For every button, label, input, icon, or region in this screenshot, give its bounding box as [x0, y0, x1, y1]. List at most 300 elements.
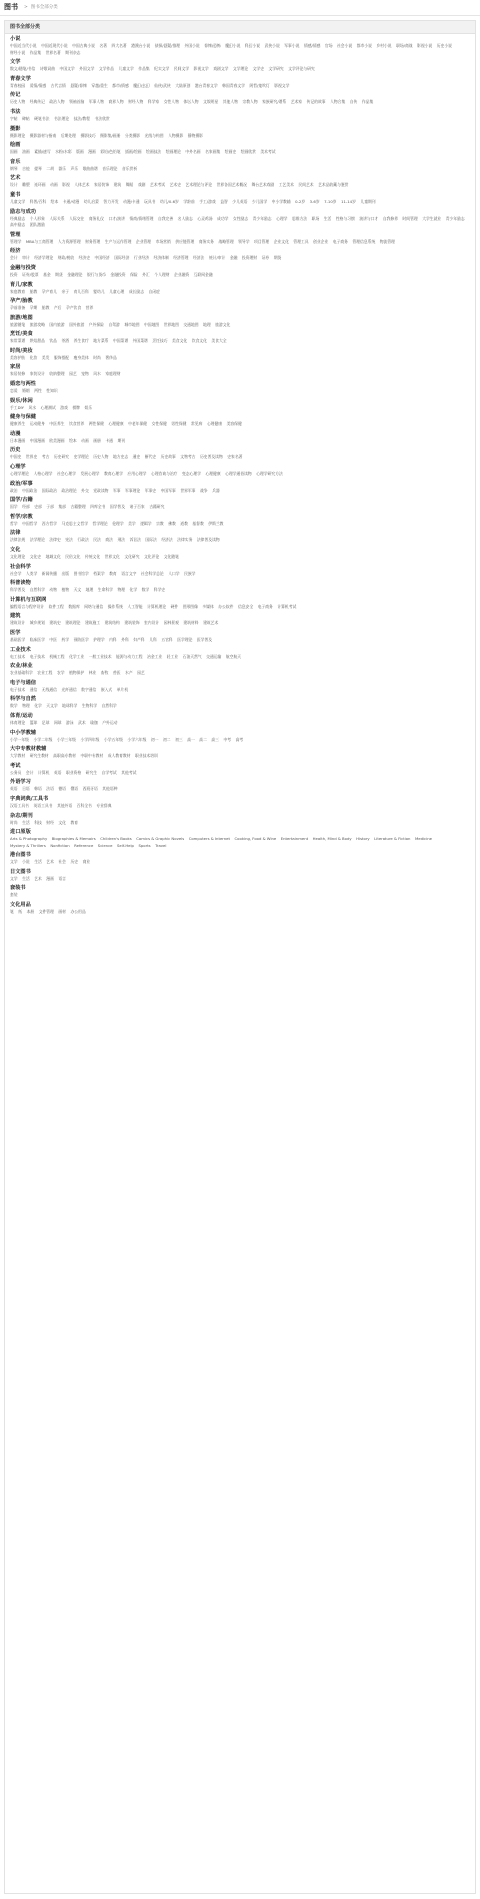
- subcategory-link[interactable]: 初二: [163, 736, 171, 742]
- subcategory-link[interactable]: 武术: [78, 719, 86, 725]
- subcategory-link[interactable]: 艺术史: [169, 182, 181, 188]
- subcategory-link[interactable]: 穿越/重生: [91, 82, 108, 88]
- subcategory-link[interactable]: 会计: [25, 769, 34, 775]
- subcategory-link[interactable]: 互联网金融: [193, 271, 213, 277]
- subcategory-link[interactable]: 文学史: [252, 66, 264, 72]
- category-title[interactable]: 建筑: [10, 613, 21, 620]
- subcategory-link[interactable]: 光线与构图: [144, 132, 164, 138]
- subcategory-link[interactable]: 小学六年级: [127, 736, 147, 742]
- subcategory-link[interactable]: 两性保健: [88, 421, 104, 427]
- subcategory-link[interactable]: 提琴: [34, 165, 42, 171]
- subcategory-link[interactable]: Science: [97, 842, 113, 848]
- subcategory-link[interactable]: 财经人物: [128, 99, 144, 105]
- subcategory-link[interactable]: 法律实务: [177, 537, 193, 543]
- subcategory-link[interactable]: 养生食疗: [73, 338, 89, 344]
- subcategory-link[interactable]: 软件工程: [48, 603, 64, 609]
- subcategory-link[interactable]: 企业融资: [173, 271, 190, 277]
- subcategory-link[interactable]: 人际交往: [69, 215, 85, 221]
- subcategory-link[interactable]: 职场: [311, 215, 320, 221]
- subcategory-link[interactable]: 世界史: [25, 454, 38, 460]
- subcategory-link[interactable]: 文化研究: [124, 554, 140, 559]
- subcategory-link[interactable]: 初三: [175, 736, 183, 742]
- subcategory-link[interactable]: 音乐赏析: [121, 165, 138, 171]
- subcategory-link[interactable]: 动漫/卡通: [123, 198, 140, 204]
- subcategory-link[interactable]: 金融: [229, 255, 238, 261]
- category-title[interactable]: 金融与投资: [10, 264, 36, 271]
- subcategory-link[interactable]: 保险: [130, 271, 138, 277]
- subcategory-link[interactable]: 文化随笔: [163, 554, 179, 559]
- subcategory-link[interactable]: 二胡: [46, 165, 54, 171]
- subcategory-link[interactable]: 手工/游戏: [199, 198, 216, 204]
- category-title[interactable]: 政治/军事: [10, 480, 33, 487]
- subcategory-link[interactable]: 社会心理学: [56, 471, 76, 477]
- subcategory-link[interactable]: 智力开发: [103, 198, 119, 204]
- subcategory-link[interactable]: 官场: [324, 43, 333, 48]
- subcategory-link[interactable]: 历史人物: [93, 454, 109, 460]
- subcategory-link[interactable]: 家庭教育: [10, 288, 26, 294]
- subcategory-link[interactable]: 歌曲曲谱: [82, 165, 98, 171]
- subcategory-link[interactable]: 体坛人物: [183, 99, 199, 105]
- subcategory-link[interactable]: 宠物: [81, 371, 89, 377]
- subcategory-link[interactable]: Cooking, Food & Wine: [234, 836, 277, 842]
- subcategory-link[interactable]: 经济史: [78, 255, 91, 261]
- subcategory-link[interactable]: 世界军事: [180, 487, 196, 493]
- category-title[interactable]: 婚恋与两性: [10, 381, 36, 388]
- subcategory-link[interactable]: 经济学理论: [34, 255, 54, 261]
- subcategory-link[interactable]: 心理咨询与治疗: [150, 471, 178, 477]
- subcategory-link[interactable]: 供应链管理: [175, 238, 195, 244]
- category-title[interactable]: 文化: [10, 547, 21, 553]
- subcategory-link[interactable]: 战争: [199, 487, 208, 493]
- subcategory-link[interactable]: 文学评论与研究: [288, 66, 315, 72]
- subcategory-link[interactable]: 植物: [61, 587, 70, 593]
- subcategory-link[interactable]: 四库全书: [90, 504, 106, 510]
- subcategory-link[interactable]: 化妆: [29, 354, 38, 360]
- subcategory-link[interactable]: 大陆原创: [175, 82, 191, 88]
- subcategory-link[interactable]: 世界名著: [45, 49, 61, 55]
- subcategory-link[interactable]: 健康养生: [10, 421, 26, 427]
- subcategory-link[interactable]: 图书馆学: [73, 570, 89, 576]
- subcategory-link[interactable]: 军事史: [144, 487, 157, 493]
- subcategory-link[interactable]: 心灵鸡汤: [197, 215, 213, 221]
- subcategory-link[interactable]: 通信: [29, 686, 38, 692]
- subcategory-link[interactable]: 魔幻/玄幻: [133, 82, 150, 88]
- subcategory-link[interactable]: 阿哲/鬼吹灯: [249, 82, 270, 88]
- subcategory-link[interactable]: 卡通: [105, 437, 113, 443]
- subcategory-link[interactable]: 心理健康: [206, 421, 223, 427]
- subcategory-link[interactable]: 旅游文化: [215, 321, 231, 327]
- subcategory-link[interactable]: History: [356, 836, 370, 842]
- subcategory-link[interactable]: 法语: [46, 786, 54, 792]
- subcategory-link[interactable]: 日本漫画: [10, 437, 26, 443]
- subcategory-link[interactable]: 家常菜谱: [10, 338, 26, 344]
- subcategory-link[interactable]: 营养: [85, 305, 94, 311]
- subcategory-link[interactable]: 地域文化: [45, 554, 61, 559]
- subcategory-link[interactable]: 素描/速写: [34, 149, 51, 155]
- subcategory-link[interactable]: 伦理学: [112, 520, 124, 526]
- subcategory-link[interactable]: 信息安全: [237, 603, 254, 609]
- subcategory-link[interactable]: 集部: [58, 504, 66, 510]
- subcategory-link[interactable]: 无线通信: [41, 686, 57, 692]
- subcategory-link[interactable]: 光纤通信: [61, 686, 77, 692]
- category-title[interactable]: 杂志/期刊: [10, 812, 33, 819]
- subcategory-link[interactable]: 轻工业: [166, 653, 179, 659]
- subcategory-link[interactable]: 计算机: [37, 769, 50, 775]
- subcategory-link[interactable]: 诗歌词曲: [39, 66, 56, 72]
- subcategory-link[interactable]: 侦探/悬疑/推理: [154, 43, 181, 48]
- subcategory-link[interactable]: 成功学: [217, 215, 229, 221]
- subcategory-link[interactable]: 经济法: [192, 255, 205, 261]
- subcategory-link[interactable]: 家居装修: [10, 371, 26, 377]
- subcategory-link[interactable]: 瑜伽: [90, 719, 98, 725]
- subcategory-link[interactable]: 基金: [43, 271, 51, 277]
- subcategory-link[interactable]: 俄语: [70, 786, 79, 792]
- subcategory-link[interactable]: 高二: [199, 736, 207, 742]
- subcategory-link[interactable]: 油画: [22, 149, 30, 155]
- subcategory-link[interactable]: 编程语言与程序设计: [10, 603, 45, 609]
- subcategory-link[interactable]: 发展心理学: [80, 471, 100, 477]
- subcategory-link[interactable]: 德语: [58, 786, 66, 792]
- subcategory-link[interactable]: 中国地图: [144, 321, 160, 327]
- subcategory-link[interactable]: 投资理财: [241, 255, 258, 261]
- category-title[interactable]: 国学/古籍: [10, 497, 33, 504]
- category-title[interactable]: 励志与成功: [10, 208, 36, 215]
- subcategory-link[interactable]: 财经: [46, 819, 54, 825]
- subcategory-link[interactable]: 美食大全: [211, 338, 227, 344]
- subcategory-link[interactable]: 人口学: [168, 570, 180, 576]
- subcategory-link[interactable]: 摄影器材与指南: [29, 132, 57, 138]
- subcategory-link[interactable]: 国际经济: [114, 255, 130, 261]
- subcategory-link[interactable]: 港澳台小说: [131, 43, 151, 48]
- subcategory-link[interactable]: 研究生: [85, 769, 98, 775]
- subcategory-link[interactable]: Arts & Photography: [10, 836, 48, 842]
- subcategory-link[interactable]: 自然科学: [101, 703, 117, 709]
- subcategory-link[interactable]: 办公用品: [70, 909, 86, 915]
- subcategory-link[interactable]: 常见病: [190, 421, 203, 427]
- subcategory-link[interactable]: 7-10岁: [324, 198, 337, 204]
- subcategory-link[interactable]: 心理学通俗读物: [225, 471, 252, 477]
- subcategory-link[interactable]: 科普/百科: [29, 198, 47, 204]
- subcategory-link[interactable]: 战略管理: [218, 238, 234, 244]
- subcategory-link[interactable]: 人力资源管理: [57, 238, 81, 244]
- subcategory-link[interactable]: 自闭症: [148, 288, 160, 294]
- subcategory-link[interactable]: 文件管理: [38, 909, 54, 915]
- subcategory-link[interactable]: 军事小说: [284, 43, 300, 48]
- subcategory-link[interactable]: 港台青春文学: [194, 82, 218, 88]
- subcategory-link[interactable]: Self-Help: [117, 842, 134, 848]
- subcategory-link[interactable]: 外交: [81, 487, 89, 493]
- subcategory-link[interactable]: 个人理财: [154, 271, 170, 277]
- subcategory-link[interactable]: 器乐: [58, 165, 66, 171]
- subcategory-link[interactable]: 刑法: [117, 537, 126, 543]
- subcategory-link[interactable]: 民间艺术: [298, 182, 314, 188]
- subcategory-link[interactable]: 学龄前: [183, 198, 195, 204]
- subcategory-link[interactable]: 设计: [10, 182, 18, 188]
- subcategory-link[interactable]: 动画: [81, 437, 89, 443]
- subcategory-link[interactable]: 心理学: [276, 215, 288, 221]
- subcategory-link[interactable]: 娱乐: [84, 404, 93, 410]
- subcategory-link[interactable]: 四大名著: [111, 43, 127, 48]
- subcategory-link[interactable]: 历史小说: [436, 43, 452, 48]
- subcategory-link[interactable]: 期货: [273, 255, 282, 261]
- subcategory-link[interactable]: 都市小说: [356, 43, 372, 48]
- subcategory-link[interactable]: Sports: [138, 842, 151, 848]
- subcategory-link[interactable]: 世界地图: [163, 321, 179, 327]
- subcategory-link[interactable]: 中国经济: [94, 255, 110, 261]
- subcategory-link[interactable]: 水产: [125, 670, 133, 676]
- category-title[interactable]: 工业技术: [10, 646, 31, 653]
- category-title[interactable]: 绘画: [10, 142, 21, 149]
- subcategory-link[interactable]: 商务实务: [198, 238, 214, 244]
- subcategory-link[interactable]: 会计: [10, 255, 18, 261]
- subcategory-link[interactable]: 家族研究/谱系: [262, 99, 287, 105]
- subcategory-link[interactable]: 档案学: [93, 570, 105, 576]
- subcategory-link[interactable]: 伊斯兰教: [208, 520, 224, 526]
- subcategory-link[interactable]: 科学普及: [10, 587, 26, 593]
- subcategory-link[interactable]: Biographies & Memoirs: [51, 836, 96, 842]
- subcategory-link[interactable]: 儿童期刊: [360, 198, 376, 204]
- subcategory-link[interactable]: 中国军事: [160, 487, 176, 493]
- subcategory-link[interactable]: 宗教人物: [242, 99, 258, 105]
- subcategory-link[interactable]: 人类学: [25, 570, 38, 576]
- subcategory-link[interactable]: 企业文化: [273, 238, 289, 244]
- subcategory-link[interactable]: 投资: [10, 271, 18, 277]
- subcategory-link[interactable]: 企业管理: [135, 238, 152, 244]
- subcategory-link[interactable]: 旅游随笔: [10, 321, 26, 327]
- category-title[interactable]: 童书: [10, 191, 21, 198]
- subcategory-link[interactable]: 人格心理学: [33, 471, 53, 477]
- subcategory-link[interactable]: 民族学: [184, 570, 196, 576]
- category-title[interactable]: 医学: [10, 629, 21, 636]
- subcategory-link[interactable]: 科学家: [147, 99, 160, 105]
- subcategory-link[interactable]: 情感/情感: [303, 43, 321, 48]
- subcategory-link[interactable]: 电子技术: [29, 653, 45, 659]
- subcategory-link[interactable]: 技法/教程: [73, 115, 91, 121]
- subcategory-link[interactable]: 数字通信: [81, 686, 97, 692]
- subcategory-link[interactable]: 化学工业: [69, 653, 85, 659]
- subcategory-link[interactable]: 高职高专教材: [53, 753, 76, 759]
- subcategory-link[interactable]: 建筑设计: [10, 620, 26, 626]
- subcategory-link[interactable]: 散文/随笔/书信: [10, 66, 36, 72]
- subcategory-link[interactable]: 行业经济: [133, 255, 150, 261]
- subcategory-link[interactable]: 经济体制: [153, 255, 169, 261]
- subcategory-link[interactable]: 名著: [99, 43, 108, 48]
- subcategory-link[interactable]: 玩具书: [144, 198, 156, 204]
- subcategory-link[interactable]: 儿童心理: [109, 288, 125, 294]
- subcategory-link[interactable]: 名人励志: [177, 215, 193, 221]
- subcategory-link[interactable]: 审计: [22, 255, 30, 261]
- subcategory-link[interactable]: 文学: [10, 859, 18, 865]
- subcategory-link[interactable]: 建筑艺术: [203, 620, 219, 626]
- subcategory-link[interactable]: 人工智能: [127, 603, 143, 609]
- subcategory-link[interactable]: 影视小说: [417, 43, 433, 48]
- subcategory-link[interactable]: 预防医学: [73, 636, 89, 642]
- subcategory-link[interactable]: 舞台艺术戏剧: [251, 182, 275, 188]
- subcategory-link[interactable]: 美食文化: [172, 338, 188, 344]
- subcategory-link[interactable]: 风水: [93, 371, 101, 377]
- subcategory-link[interactable]: 文化: [58, 819, 66, 825]
- subcategory-link[interactable]: 管理信息系统: [352, 238, 376, 244]
- category-title[interactable]: 科普读物: [10, 580, 31, 587]
- subcategory-link[interactable]: 园林景观: [163, 620, 179, 626]
- subcategory-link[interactable]: 英语: [10, 786, 18, 792]
- subcategory-link[interactable]: 书法理论: [53, 115, 70, 121]
- subcategory-link[interactable]: Nonfiction: [50, 842, 70, 848]
- subcategory-link[interactable]: 社会: [58, 859, 66, 865]
- subcategory-link[interactable]: 户外探险: [88, 321, 104, 327]
- subcategory-link[interactable]: 农学: [56, 670, 65, 676]
- subcategory-link[interactable]: 小学四年级: [80, 736, 100, 742]
- subcategory-link[interactable]: 棋牌: [72, 404, 80, 410]
- subcategory-link[interactable]: 手工DIY: [10, 404, 24, 410]
- subcategory-link[interactable]: 女性励志: [232, 215, 249, 221]
- subcategory-link[interactable]: 书法欣赏: [94, 115, 110, 121]
- subcategory-link[interactable]: 动物: [49, 587, 57, 593]
- subcategory-link[interactable]: 文学作品: [98, 66, 115, 72]
- subcategory-link[interactable]: 历史故事: [160, 454, 176, 460]
- subcategory-link[interactable]: 内科: [109, 636, 117, 642]
- subcategory-link[interactable]: 音乐理论: [102, 165, 118, 171]
- subcategory-link[interactable]: 爱情/情感: [29, 82, 47, 88]
- subcategory-link[interactable]: 幼儿/0-6岁: [159, 198, 179, 204]
- subcategory-link[interactable]: 都市/情感: [112, 82, 129, 88]
- subcategory-link[interactable]: 自驾游: [108, 321, 120, 327]
- subcategory-link[interactable]: 纪实文学: [154, 66, 170, 72]
- subcategory-link[interactable]: 创业企业: [313, 238, 329, 244]
- subcategory-link[interactable]: 小学二年级: [33, 736, 53, 742]
- subcategory-link[interactable]: 时尚: [93, 354, 101, 360]
- subcategory-link[interactable]: 生活: [22, 875, 30, 881]
- subcategory-link[interactable]: 美术考试: [260, 149, 276, 155]
- subcategory-link[interactable]: 团队激励: [29, 222, 45, 228]
- subcategory-link[interactable]: 产后: [53, 305, 62, 311]
- category-title[interactable]: 动漫: [10, 430, 21, 437]
- subcategory-link[interactable]: 中国漫画: [29, 437, 45, 443]
- subcategory-link[interactable]: 古籍整理: [70, 504, 86, 510]
- subcategory-link[interactable]: 生活: [323, 215, 332, 221]
- subcategory-link[interactable]: 少儿英语: [232, 198, 248, 204]
- subcategory-link[interactable]: 中国哲学: [22, 520, 38, 526]
- subcategory-link[interactable]: 哲学: [10, 520, 18, 526]
- subcategory-link[interactable]: 作品集: [29, 49, 42, 55]
- subcategory-link[interactable]: 绘本: [69, 437, 77, 443]
- subcategory-link[interactable]: 中国文学: [59, 66, 75, 72]
- subcategory-link[interactable]: 数据库: [68, 603, 80, 609]
- subcategory-link[interactable]: 画材: [58, 909, 66, 915]
- subcategory-link[interactable]: 中老年保健: [128, 421, 148, 427]
- subcategory-link[interactable]: 政治: [10, 487, 18, 493]
- subcategory-link[interactable]: 教育心理学: [103, 471, 123, 477]
- category-title[interactable]: 中小学教辅: [10, 729, 36, 736]
- category-title[interactable]: 进口原版: [10, 829, 31, 836]
- subcategory-link[interactable]: Reference: [74, 842, 94, 848]
- subcategory-link[interactable]: 绘画技法: [146, 149, 162, 155]
- subcategory-link[interactable]: 畜牧: [100, 670, 109, 676]
- subcategory-link[interactable]: 彩铅/色铅笔: [100, 149, 121, 155]
- subcategory-link[interactable]: 心理学理论: [10, 471, 29, 477]
- subcategory-link[interactable]: 小学一年级: [10, 736, 29, 742]
- subcategory-link[interactable]: 教育: [70, 819, 79, 825]
- subcategory-link[interactable]: 武侠小说: [264, 43, 280, 48]
- subcategory-link[interactable]: 艺术理论与评论: [185, 182, 213, 188]
- subcategory-link[interactable]: 经济管理: [173, 255, 189, 261]
- subcategory-link[interactable]: 中考: [223, 736, 232, 742]
- subcategory-link[interactable]: 其他外语: [56, 802, 73, 808]
- subcategory-link[interactable]: 妇产科: [133, 636, 145, 642]
- subcategory-link[interactable]: 足球: [41, 719, 50, 725]
- subcategory-link[interactable]: 英语: [53, 769, 62, 775]
- subcategory-link[interactable]: 人际关系: [49, 215, 65, 221]
- subcategory-link[interactable]: 诸子百家: [129, 504, 145, 510]
- subcategory-link[interactable]: 古籍研究: [149, 504, 165, 510]
- subcategory-link[interactable]: 领袖首脑: [69, 99, 85, 105]
- subcategory-link[interactable]: Computers & Internet: [188, 836, 231, 842]
- subcategory-link[interactable]: 嵌入式: [100, 686, 113, 692]
- subcategory-link[interactable]: 诉讼法: [129, 537, 141, 543]
- subcategory-link[interactable]: 大学生就业: [422, 215, 442, 221]
- subcategory-link[interactable]: Medicine: [414, 836, 432, 842]
- subcategory-link[interactable]: 期货: [55, 271, 63, 277]
- subcategory-link[interactable]: Health, Mind & Body: [312, 836, 352, 842]
- subcategory-link[interactable]: 笔: [10, 909, 14, 915]
- subcategory-link[interactable]: 英语工具书: [33, 802, 53, 808]
- subcategory-link[interactable]: 服饰搭配: [53, 354, 70, 360]
- subcategory-link[interactable]: 金融投资: [110, 271, 126, 277]
- subcategory-link[interactable]: 财政/税收: [57, 255, 75, 261]
- subcategory-link[interactable]: 应用心理学: [127, 471, 147, 477]
- subcategory-link[interactable]: 法律史: [49, 537, 61, 543]
- subcategory-link[interactable]: 法律普及读物: [196, 537, 220, 543]
- subcategory-link[interactable]: 心理健康: [205, 471, 221, 477]
- subcategory-link[interactable]: 中国史: [10, 454, 22, 460]
- subcategory-link[interactable]: 分类摄影: [124, 132, 141, 138]
- subcategory-link[interactable]: 西方哲学: [41, 520, 57, 526]
- category-title[interactable]: 文学: [10, 59, 21, 66]
- subcategory-link[interactable]: 家居装饰: [93, 182, 110, 188]
- subcategory-link[interactable]: 世界文化: [104, 554, 120, 559]
- subcategory-link[interactable]: 自传: [349, 99, 358, 105]
- subcategory-link[interactable]: 影视文学: [274, 82, 290, 88]
- subcategory-link[interactable]: 电子技术: [10, 686, 26, 692]
- category-title[interactable]: 孕产/胎教: [10, 298, 33, 305]
- subcategory-link[interactable]: 通史: [132, 454, 141, 460]
- subcategory-link[interactable]: 摄影理论: [10, 132, 26, 138]
- subcategory-link[interactable]: 国画: [10, 149, 18, 155]
- category-title[interactable]: 健身与保健: [10, 414, 36, 421]
- subcategory-link[interactable]: 高一: [187, 736, 195, 742]
- subcategory-link[interactable]: 青少年励志: [252, 215, 272, 221]
- subcategory-link[interactable]: 运动健身: [29, 421, 45, 427]
- subcategory-link[interactable]: 外国菜谱: [132, 338, 148, 344]
- subcategory-link[interactable]: 能源与动力工程: [116, 653, 143, 659]
- category-title[interactable]: 家居: [10, 364, 21, 371]
- subcategory-link[interactable]: 家装设计: [29, 371, 45, 377]
- subcategory-link[interactable]: 女性人物: [163, 99, 179, 105]
- subcategory-link[interactable]: 性格与习惯: [335, 215, 355, 221]
- subcategory-link[interactable]: 外汇: [142, 271, 150, 277]
- subcategory-link[interactable]: 胎教: [41, 305, 50, 311]
- subcategory-link[interactable]: 计算机理论: [147, 603, 167, 609]
- subcategory-link[interactable]: 城乡规划: [29, 620, 45, 626]
- subcategory-link[interactable]: 其他语种: [102, 786, 118, 792]
- subcategory-link[interactable]: 建筑: [113, 182, 122, 188]
- category-title[interactable]: 科学与自然: [10, 696, 36, 703]
- category-title[interactable]: 日文图书: [10, 868, 31, 875]
- subcategory-link[interactable]: 小学五年级: [103, 736, 123, 742]
- subcategory-link[interactable]: 风水: [28, 404, 37, 410]
- subcategory-link[interactable]: 惊悚/恐怖: [204, 43, 221, 48]
- subcategory-link[interactable]: 室内设计: [144, 620, 160, 626]
